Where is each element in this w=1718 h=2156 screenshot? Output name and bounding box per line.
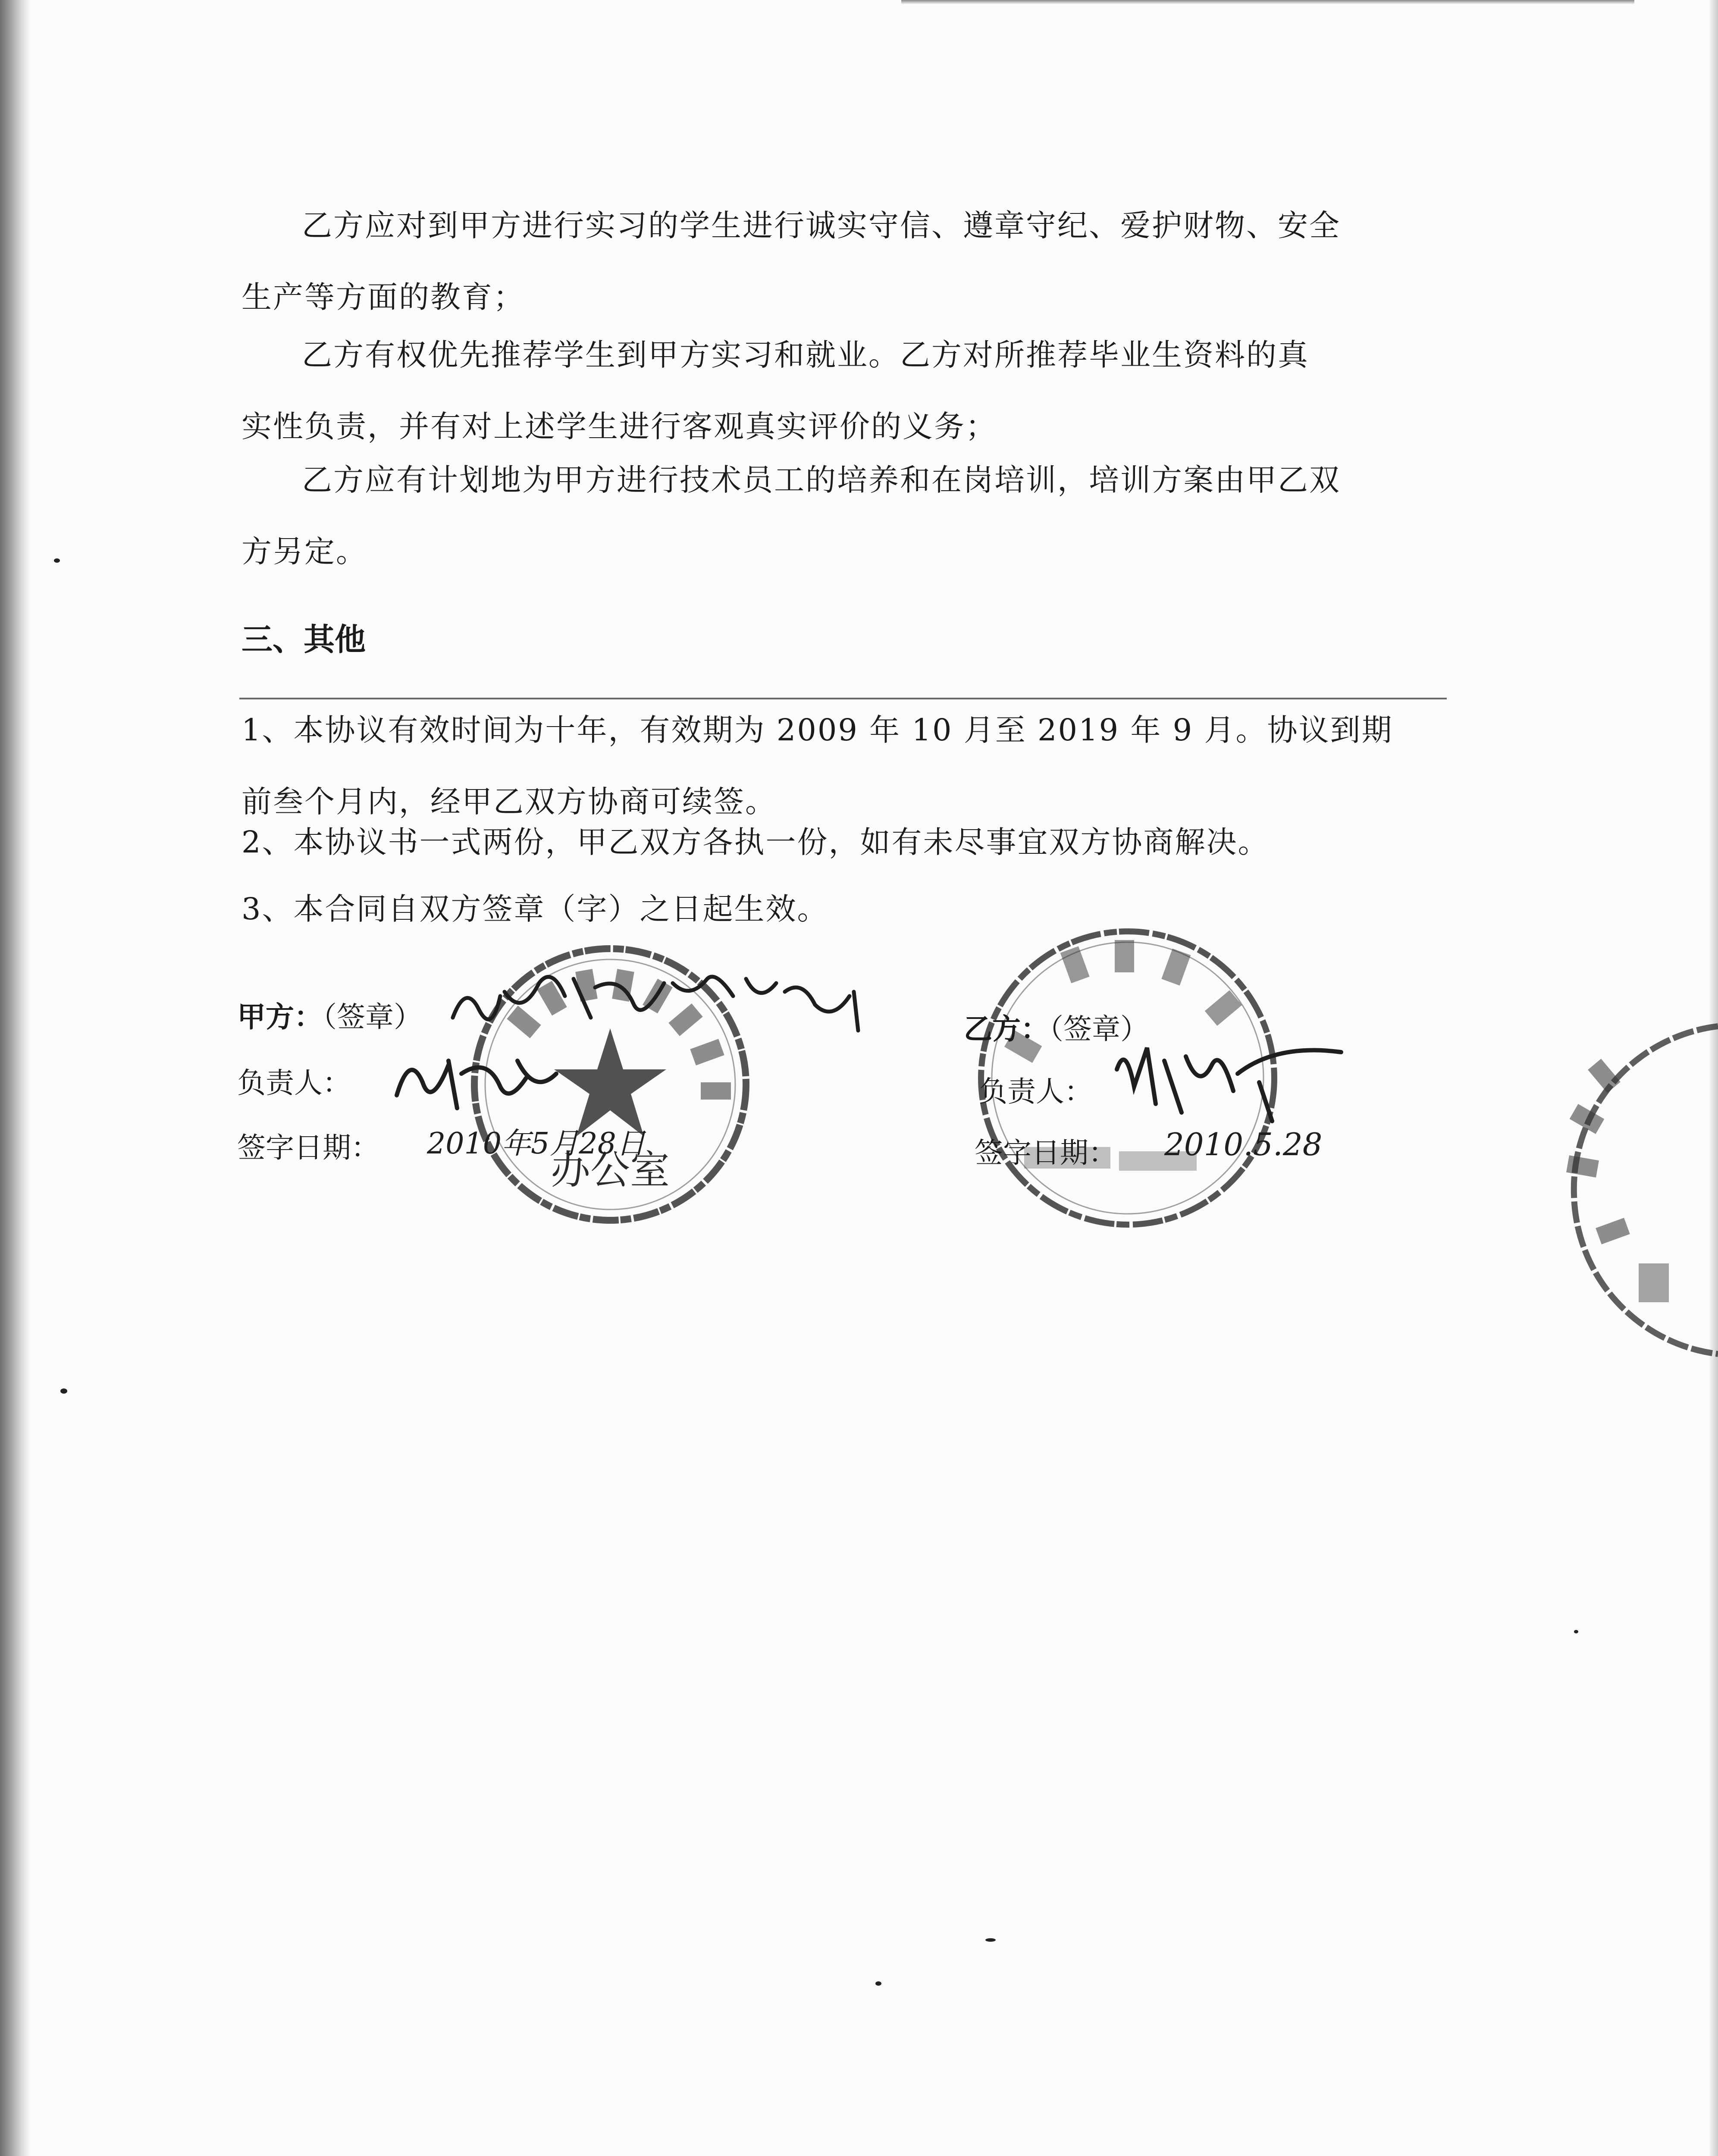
scan-edge-top (901, 0, 1634, 4)
edge-seal-fragment (1535, 1022, 1718, 1358)
paragraph-line: 生产等方面的教育； (241, 279, 525, 315)
scan-edge-left (0, 0, 30, 2156)
clause-item: 1、本协议有效时间为十年，有效期为 2009 年 10 月至 2019 年 9 月。协议到期前叁个月内，经甲乙双方协商可续签。 (241, 712, 1393, 819)
paragraph-education (241, 190, 1414, 333)
paragraph-line: 乙方有权优先推荐学生到甲方实习和就业。乙方对所推荐毕业生资料的真 (302, 337, 1309, 373)
paragraph-line: 乙方应有计划地为甲方进行技术员工的培养和在岗培训，培训方案由甲乙双 (302, 462, 1341, 498)
party-a-handwritten-date: 2010年5月28日 (427, 1127, 646, 1161)
party-b-signature (1108, 1035, 1350, 1134)
party-a-signature (388, 1035, 569, 1121)
party-b-label: 乙方： (964, 1012, 1049, 1046)
paragraph-line: 实性负责，并有对上述学生进行客观真实评价的义务； (241, 409, 997, 444)
party-b-person-label: 负责人： (979, 1075, 1093, 1108)
scan-speck (54, 558, 60, 563)
section-heading: 三、其他 (241, 621, 366, 658)
clause-item: 3、本合同自双方签章（字）之日起生效。 (241, 891, 829, 927)
party-b-date-label: 签字日期： (975, 1136, 1117, 1169)
paragraph-recommendation (241, 319, 1414, 462)
seal-label: 办公室 (550, 1147, 670, 1193)
paragraph-line: 方另定。 (241, 534, 367, 569)
party-a-date-label: 签字日期： (237, 1131, 379, 1164)
party-a-stamp-note: （签章） (323, 1000, 422, 1034)
party-a-row (237, 994, 422, 1035)
scan-speck (985, 1938, 996, 1942)
clause-item: 2、本协议书一式两份，甲乙双方各执一份，如有未尽事宜双方协商解决。 (241, 824, 1270, 860)
scan-speck (1574, 1630, 1578, 1633)
paragraph-training (241, 444, 1414, 587)
scan-speck (60, 1388, 67, 1394)
paragraph-line: 乙方应对到甲方进行实习的学生进行诚实守信、遵章守纪、爱护财物、安全 (302, 208, 1341, 243)
scan-speck (875, 1981, 881, 1986)
party-a-label: 甲方： (237, 1000, 323, 1034)
party-b-handwritten-date: 2010.5.28 (1164, 1126, 1323, 1163)
party-a-person-label: 负责人： (237, 1066, 351, 1100)
party-b-stamp-note: （签章） (1049, 1012, 1149, 1046)
